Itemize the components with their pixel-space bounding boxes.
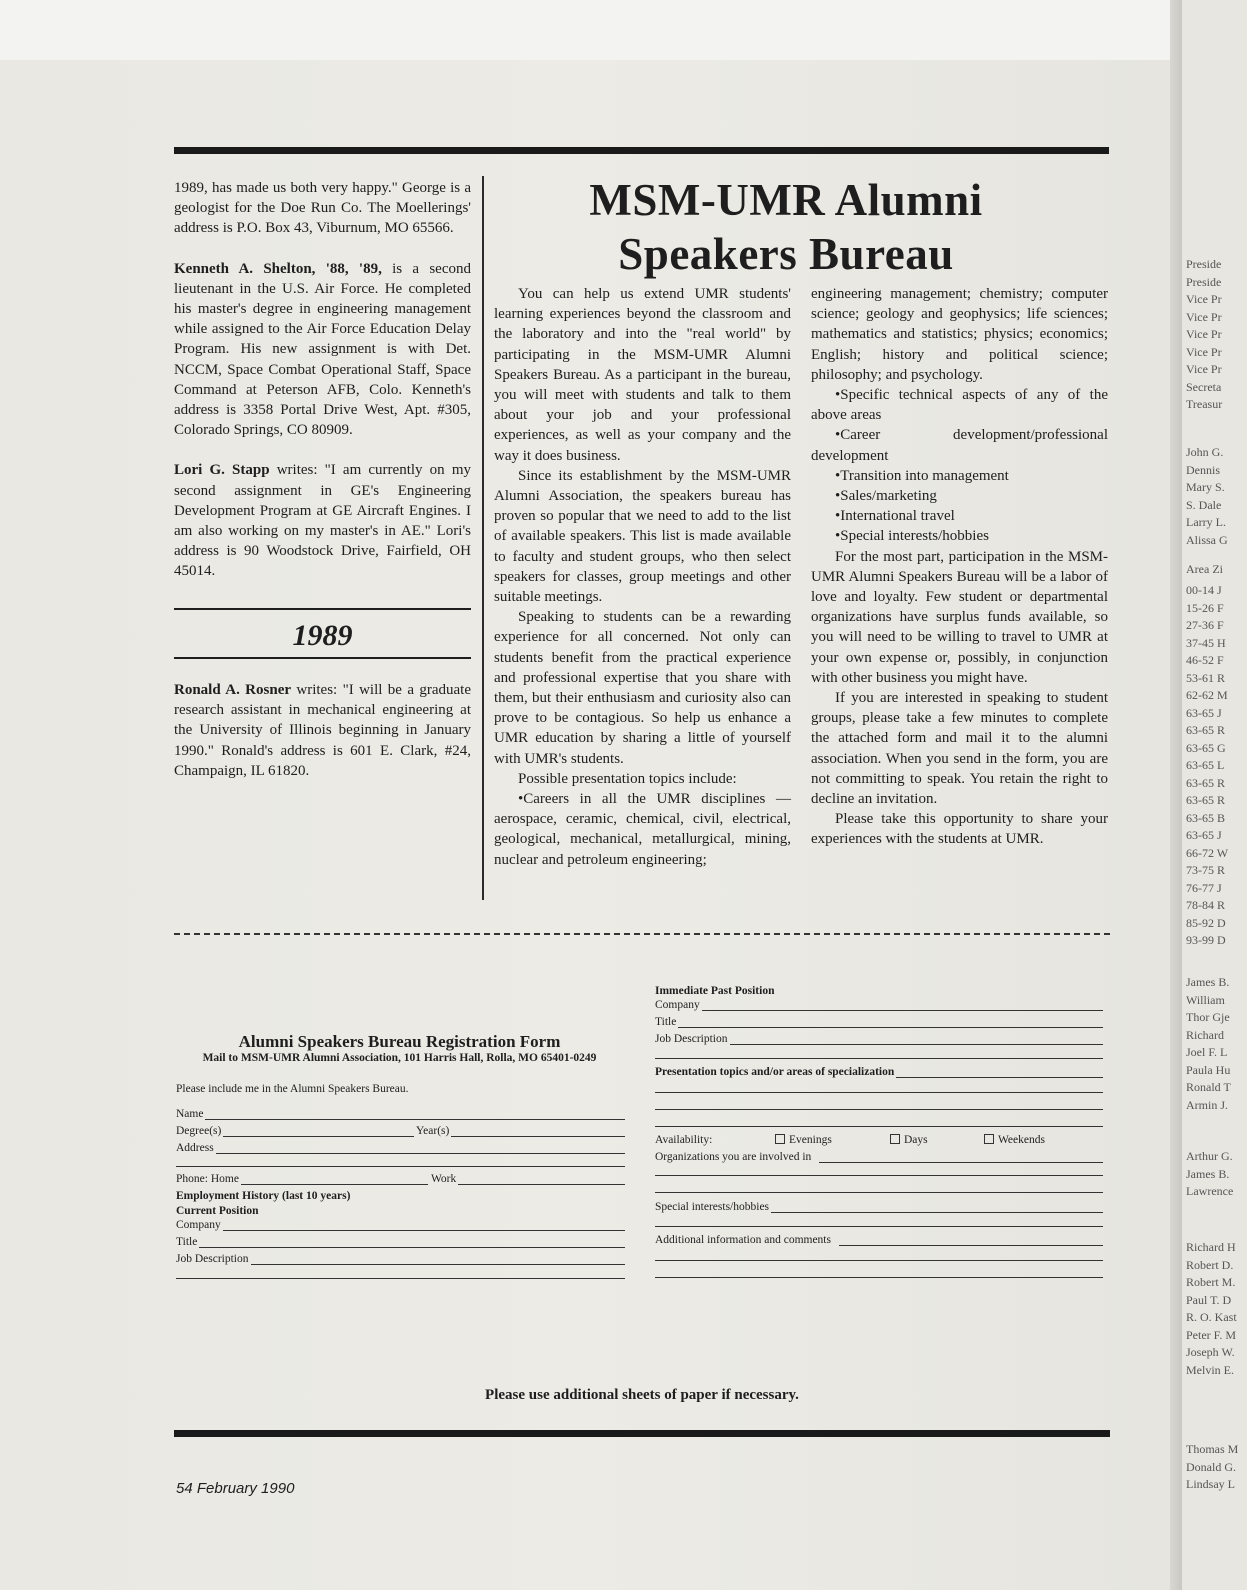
topics-line-4[interactable] [655, 1126, 1103, 1127]
adjacent-page-line: Donald G. [1186, 1459, 1236, 1474]
home-phone-field[interactable] [176, 1173, 428, 1185]
adjacent-page-line: Area Zi [1186, 562, 1223, 576]
adjacent-page-line: 63-65 J [1186, 828, 1222, 842]
form-instruction: Please include me in the Alumni Speakers Bureau. [176, 1083, 409, 1095]
name-field[interactable] [176, 1108, 625, 1120]
adjacent-page-line: William [1186, 992, 1225, 1007]
column-divider [482, 176, 484, 900]
adjacent-page-line: 46-52 F [1186, 653, 1224, 667]
years-field[interactable] [416, 1125, 625, 1137]
address-line [216, 1144, 625, 1154]
article-paragraph: •Special interests/hobbies [835, 528, 989, 545]
address-line-2[interactable] [176, 1166, 625, 1167]
adjacent-page-line: Vice Pr [1186, 362, 1222, 376]
bottom-rule [174, 1430, 1110, 1437]
employment-history-label: Employment History (last 10 years) [176, 1190, 351, 1202]
adjacent-page-line: Alissa G [1186, 532, 1228, 547]
page-top-margin [0, 0, 1170, 60]
current-position-label: Current Position [176, 1205, 259, 1217]
topics-line [896, 1068, 1103, 1078]
class-note [174, 259, 471, 441]
job-description-line [730, 1035, 1103, 1045]
form-mailing-address: Mail to MSM-UMR Alumni Association, 101 Harris Hall, Rolla, MO 65401-0249 [202, 1052, 597, 1064]
topics-field[interactable] [655, 1066, 1103, 1078]
days-label: Days [904, 1134, 928, 1146]
note-name: Lori G. Stapp [174, 462, 270, 479]
continuation-note: 1989, has made us both very happy." George is a geologist for the Doe Run Co. The Moellerings' address is P.O. Box 43, Viburnum, MO 65566. [174, 180, 471, 237]
topics-line-3[interactable] [655, 1109, 1103, 1110]
current-title-field[interactable] [176, 1236, 625, 1248]
adjacent-page-line: 85-92 D [1186, 915, 1226, 930]
work-phone-field[interactable] [431, 1173, 625, 1185]
past-job-field[interactable] [655, 1033, 1103, 1045]
adjacent-page-line: Secreta [1186, 379, 1222, 394]
adjacent-page-line: R. O. Kast [1186, 1310, 1237, 1324]
article-paragraph: engineering management; chemistry; computer science; geology and geophysics; life sciences; mathematics and statistics; physics; economics; English; history and political science; philosophy; and psychology. [811, 286, 1108, 383]
article-paragraph: For the most part, participation in the MSM-UMR Alumni Speakers Bureau will be a labor of love and loyalty. Few student or departmental organizations have surplus funds available, so you will need to be willing to travel to UMR at your own expense or, possibly, in conjunction with other business you might have. [811, 548, 1108, 686]
top-rule [174, 147, 1109, 154]
organizations-line [819, 1153, 1103, 1163]
adjacent-page-line: 00-14 J [1186, 583, 1222, 597]
article-paragraph: •Specific technical aspects of any of the above areas [811, 387, 1108, 424]
work-phone-line [458, 1175, 625, 1185]
adjacent-page-line: 63-65 R [1186, 723, 1225, 737]
interests-label: Special interests/hobbies [655, 1201, 770, 1213]
page-gutter [1170, 0, 1182, 1590]
adjacent-page-line: 78-84 R [1186, 898, 1225, 912]
adjacent-page-line: 76-77 J [1186, 880, 1222, 895]
adjacent-page-line: 63-65 J [1186, 705, 1222, 720]
article-title-line-1: MSM-UMR Alumni [589, 175, 983, 225]
class-note [174, 680, 471, 781]
article-paragraph: You can help us extend UMR students' learning experiences beyond the classroom and the laboratory and into the "real world" by participating in the MSM-UMR Alumni Speakers Bureau. As a participant in the bureau, you will meet with students and talk to them about your job and your professional experiences, as well as your company and the way it does business. [494, 286, 791, 464]
adjacent-page-line: Ronald T [1186, 1080, 1231, 1094]
past-position-label: Immediate Past Position [655, 985, 775, 997]
title-line [678, 1018, 1103, 1028]
current-job-field[interactable] [176, 1253, 625, 1265]
note-name: Kenneth A. Shelton, '88, '89, [174, 260, 382, 277]
class-notes-column [174, 178, 471, 582]
title-label: Title [655, 1016, 677, 1028]
interests-field[interactable] [655, 1201, 1103, 1213]
company-line [223, 1221, 625, 1231]
adjacent-page-line: Lawrence [1186, 1184, 1234, 1198]
organizations-field[interactable] [655, 1151, 1103, 1163]
year-heading: 1989 [292, 619, 353, 652]
past-title-field[interactable] [655, 1016, 1103, 1028]
article-paragraph: •Sales/marketing [835, 488, 937, 505]
adjacent-page-line: Robert M. [1186, 1275, 1236, 1289]
article-paragraph: •Careers in all the UMR disciplines — aerospace, ceramic, chemical, civil, electrical, geological, mechanical, metallurgical, mining, nuclear and petroleum engineering; [494, 791, 791, 868]
article-paragraph: •International travel [835, 508, 955, 525]
address-label: Address [176, 1142, 214, 1154]
adjacent-page-line: Richard H [1186, 1240, 1236, 1254]
adjacent-page-line: John G. [1186, 445, 1224, 459]
adjacent-page-line: 73-75 R [1186, 863, 1225, 877]
additional-line-2[interactable] [655, 1260, 1103, 1261]
page-folio: 54 February 1990 [176, 1480, 295, 1497]
adjacent-page-line: Arthur G. [1186, 1149, 1233, 1163]
adjacent-page-line: Melvin E. [1186, 1362, 1234, 1377]
article-paragraph: If you are interested in speaking to student groups, please take a few minutes to complete the attached form and mail it to the alumni association. When you send in the form, you are not committing to speak. You retain the right to decline an invitation. [811, 690, 1108, 808]
evenings-label: Evenings [789, 1134, 832, 1146]
home-phone-label: Phone: Home [176, 1173, 239, 1185]
topics-label: Presentation topics and/or areas of specialization [655, 1066, 895, 1078]
years-label: Year(s) [416, 1125, 450, 1137]
days-option[interactable] [890, 1134, 928, 1146]
adjacent-page-line: Joseph W. [1186, 1345, 1235, 1359]
adjacent-page-line: 63-65 L [1186, 758, 1225, 772]
additional-line [839, 1236, 1103, 1246]
article-paragraph: •Transition into management [835, 467, 1009, 484]
weekends-label: Weekends [998, 1134, 1045, 1146]
adjacent-page-line: 37-45 H [1186, 635, 1226, 650]
article-paragraph: Please take this opportunity to share your experiences with the students at UMR. [811, 811, 1108, 848]
additional-line-3[interactable] [655, 1277, 1103, 1278]
adjacent-page-line: Paul T. D [1186, 1292, 1232, 1307]
adjacent-page-edge [1182, 0, 1247, 1590]
job-description-line [251, 1255, 625, 1265]
degrees-label: Degree(s) [176, 1125, 222, 1137]
degrees-line [223, 1127, 414, 1137]
adjacent-page-line: 66-72 W [1186, 845, 1229, 860]
name-label: Name [176, 1108, 204, 1120]
adjacent-page-line: 62-62 M [1186, 688, 1228, 702]
adjacent-page-line: James B. [1186, 975, 1230, 989]
name-line [205, 1110, 625, 1120]
title-line [199, 1238, 625, 1248]
adjacent-page-line: Richard [1186, 1027, 1224, 1042]
evenings-checkbox[interactable] [775, 1134, 785, 1144]
article-paragraph: Possible presentation topics include: [518, 770, 737, 787]
interests-line-2[interactable] [655, 1226, 1103, 1227]
adjacent-page-line: Thor Gje [1186, 1010, 1230, 1024]
class-note-1989 [174, 680, 471, 781]
degrees-field[interactable] [176, 1125, 414, 1137]
adjacent-page-line: 27-36 F [1186, 618, 1224, 632]
article-paragraph: Speaking to students can be a rewarding experience for all concerned. Not only can students benefit from the practical experience and professional expertise that you share with them, but their enthusiasm and curiosity also can prove to be contagious. So help us enhance a UMR education by sharing a little of yourself with UMR's students. [494, 609, 791, 767]
evenings-option[interactable] [775, 1134, 832, 1146]
interests-line [771, 1203, 1103, 1213]
adjacent-page-line: James B. [1186, 1166, 1230, 1181]
job-description-label: Job Description [655, 1033, 728, 1045]
organizations-line-2[interactable] [655, 1175, 1103, 1176]
adjacent-page-line: Vice Pr [1186, 309, 1222, 324]
adjacent-page-line: 63-65 R [1186, 793, 1225, 807]
organizations-line-3[interactable] [655, 1192, 1103, 1193]
adjacent-page-line: Robert D. [1186, 1257, 1234, 1272]
article-column-2 [811, 284, 1108, 850]
job-description-label: Job Description [176, 1253, 249, 1265]
years-line [451, 1127, 625, 1137]
work-phone-label: Work [431, 1173, 457, 1185]
adjacent-page-line: Mary S. [1186, 480, 1225, 494]
adjacent-page-line: Vice Pr [1186, 344, 1222, 359]
availability-label: Availability: [655, 1134, 713, 1146]
address-field[interactable] [176, 1142, 625, 1154]
article-title-line-2: Speakers Bureau [618, 229, 954, 279]
adjacent-page-line: Larry L. [1186, 515, 1226, 529]
adjacent-page-line: Armin J. [1186, 1097, 1228, 1112]
article-paragraph: Since its establishment by the MSM-UMR Alumni Association, the speakers bureau has proven so popular that we need to add to the list of available speakers. This list is made available to faculty and student groups, who then select speakers for classes, group meetings and other suitable meetings. [494, 467, 791, 606]
organizations-label: Organizations you are involved in [655, 1151, 812, 1163]
title-label: Title [176, 1236, 198, 1248]
company-line [702, 1001, 1103, 1011]
additional-label: Additional information and comments [655, 1234, 831, 1246]
cut-line [174, 933, 1110, 935]
year-rule-top [174, 608, 471, 610]
adjacent-page-line: Paula Hu [1186, 1062, 1231, 1077]
weekends-option[interactable] [984, 1134, 1045, 1146]
adjacent-page-line: S. Dale [1186, 497, 1222, 512]
adjacent-page-line: Joel F. L [1186, 1045, 1228, 1059]
topics-line-2[interactable] [655, 1092, 1103, 1093]
adjacent-page-line: Treasur [1186, 397, 1223, 411]
adjacent-page-line: 53-61 R [1186, 670, 1225, 685]
adjacent-page-line: Dennis [1186, 462, 1220, 477]
form-title: Alumni Speakers Bureau Registration Form [238, 1032, 561, 1051]
note-text: writes: "I am currently on my second assignment in GE's Engineering Development Program at GE Aircraft Engines. I am also working on my master's in AE." Lori's address is 90 Woodstock Drive, Fairfield, OH 45014. [174, 462, 471, 580]
adjacent-page-line: Vice Pr [1186, 292, 1222, 306]
adjacent-page-line: 63-65 R [1186, 775, 1225, 790]
adjacent-page-line: Preside [1186, 257, 1222, 271]
days-checkbox[interactable] [890, 1134, 900, 1144]
footer-note: Please use additional sheets of paper if necessary. [485, 1387, 799, 1403]
adjacent-page-line: 63-65 G [1186, 740, 1226, 755]
note-name: Ronald A. Rosner [174, 682, 292, 698]
article-paragraph: •Career development/professional development [811, 427, 1108, 464]
additional-field[interactable] [655, 1234, 1103, 1246]
weekends-checkbox[interactable] [984, 1134, 994, 1144]
adjacent-page-line: 15-26 F [1186, 600, 1224, 615]
home-phone-line [241, 1175, 428, 1185]
adjacent-page-line: Preside [1186, 274, 1222, 289]
adjacent-page-line: Thomas M [1186, 1442, 1239, 1456]
adjacent-page-line: Lindsay L [1186, 1477, 1235, 1491]
year-rule-bottom [174, 657, 471, 659]
company-label: Company [176, 1219, 221, 1231]
adjacent-page-line: 93-99 D [1186, 933, 1226, 947]
adjacent-page-line: 63-65 B [1186, 810, 1225, 825]
past-company-field[interactable] [655, 999, 1103, 1011]
past-job-line-2[interactable] [655, 1058, 1103, 1059]
adjacent-page-line: Vice Pr [1186, 327, 1222, 341]
note-text: writes: "I will be a graduate research assistant in mechanical engineering at the University of Illinois beginning in January 1990." Ronald's address is 601 E. Clark, #24, Champaign, IL 61820. [174, 682, 471, 779]
job-description-line-2[interactable] [176, 1278, 625, 1279]
adjacent-page-line: Peter F. M [1186, 1327, 1237, 1342]
current-company-field[interactable] [176, 1219, 625, 1231]
note-text: is a second lieutenant in the U.S. Air Force. He completed his master's degree in engineering management while assigned to the Air Force Education Delay Program. His new assignment is with Det. NCCM, Space Combat Operational Staff, Space Command at Peterson AFB, Colo. Kenneth's address is 3358 Portal Drive West, Apt. #305, Colorado Springs, CO 80909. [174, 260, 471, 439]
article-column-1 [494, 284, 791, 870]
company-label: Company [655, 999, 700, 1011]
class-note [174, 460, 471, 581]
